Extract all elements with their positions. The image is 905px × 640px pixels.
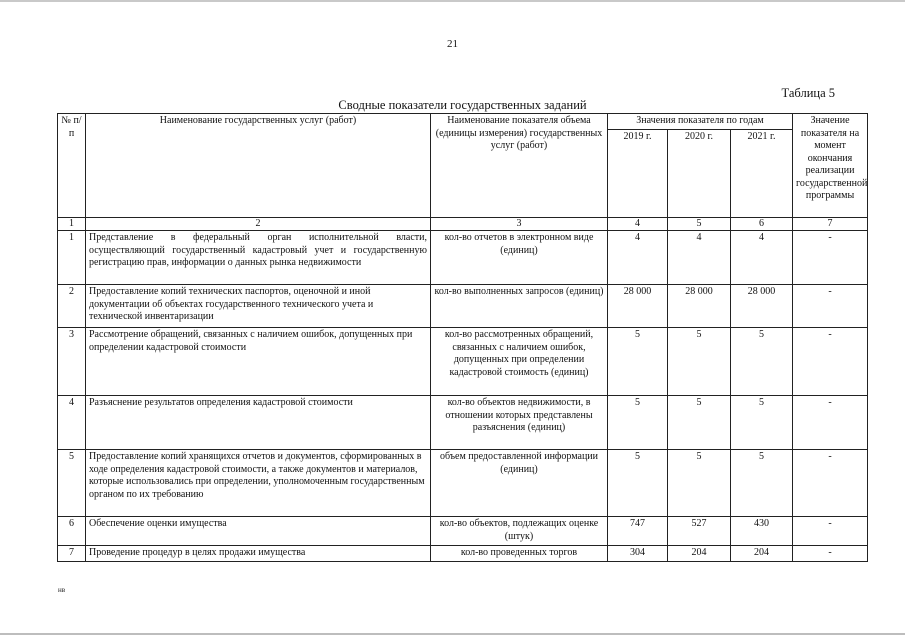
header-indicator: Наименование показателя объема (единицы измерения) государственных услуг (работ) (431, 114, 608, 218)
table-row (58, 517, 868, 546)
header-year: 2021 г. (731, 129, 793, 217)
final-value: - (793, 450, 868, 517)
value-2019: 5 (608, 450, 668, 517)
final-value: - (793, 328, 868, 396)
index-cell: 3 (431, 217, 608, 231)
final-value: - (793, 285, 868, 328)
value-2019: 5 (608, 328, 668, 396)
service-name: Рассмотрение обращений, связанных с наличием ошибок, допущенных при определении кадастровой стоимости (86, 328, 431, 396)
final-value: - (793, 396, 868, 450)
indicator-name: кол-во объектов недвижимости, в отношении которых представлены разъяснения (единиц) (431, 396, 608, 450)
value-2019: 4 (608, 231, 668, 285)
table-row (58, 285, 868, 328)
table-row (58, 328, 868, 396)
scan-edge-bottom (0, 633, 905, 635)
row-number: 4 (58, 396, 86, 450)
value-2021: 204 (731, 546, 793, 562)
final-value: - (793, 231, 868, 285)
index-cell: 1 (58, 217, 86, 231)
row-number: 5 (58, 450, 86, 517)
service-name: Предоставление копий хранящихся отчетов и документов, сформированных в ходе определения кадастровой стоимости, а также документов и материалов, которые использовались при определении, уполномоченным государственным органом по их требованию (86, 450, 431, 517)
header-service: Наименование государственных услуг (работ) (86, 114, 431, 218)
value-2019: 28 000 (608, 285, 668, 328)
header-year: 2020 г. (668, 129, 731, 217)
value-2021: 28 000 (731, 285, 793, 328)
header-row-1 (58, 114, 868, 130)
table-label: Таблица 5 (781, 86, 835, 100)
footnote: нв (58, 586, 66, 594)
value-2021: 430 (731, 517, 793, 546)
value-2020: 5 (668, 396, 731, 450)
value-2020: 5 (668, 328, 731, 396)
value-2021: 5 (731, 396, 793, 450)
value-2019: 304 (608, 546, 668, 562)
value-2021: 5 (731, 328, 793, 396)
table-row (58, 396, 868, 450)
row-number: 6 (58, 517, 86, 546)
indicator-name: объем предоставленной информации (единиц) (431, 450, 608, 517)
value-2020: 5 (668, 450, 731, 517)
indicator-name: кол-во отчетов в электронном виде (единиц) (431, 231, 608, 285)
header-no: № п/п (58, 114, 86, 218)
row-number: 1 (58, 231, 86, 285)
final-value: - (793, 517, 868, 546)
row-number: 7 (58, 546, 86, 562)
header-final-value: Значение показателя на момент окончания реализации государственной программы (793, 114, 868, 218)
service-name: Обеспечение оценки имущества (86, 517, 431, 546)
indicator-name: кол-во объектов, подлежащих оценке (штук) (431, 517, 608, 546)
final-value: - (793, 546, 868, 562)
service-name: Разъяснение результатов определения кадастровой стоимости (86, 396, 431, 450)
header-values-by-year: Значения показателя по годам (608, 114, 793, 130)
value-2021: 5 (731, 450, 793, 517)
indicator-name: кол-во проведенных торгов (431, 546, 608, 562)
index-cell: 5 (668, 217, 731, 231)
service-name: Проведение процедур в целях продажи имущества (86, 546, 431, 562)
index-row (58, 217, 868, 231)
value-2019: 5 (608, 396, 668, 450)
indicator-name: кол-во рассмотренных обращений, связанных с наличием ошибок, допущенных при определении кадастровой стоимость (единиц) (431, 328, 608, 396)
value-2020: 28 000 (668, 285, 731, 328)
header-year: 2019 г. (608, 129, 668, 217)
value-2019: 747 (608, 517, 668, 546)
value-2020: 4 (668, 231, 731, 285)
summary-table (57, 113, 868, 562)
index-cell: 6 (731, 217, 793, 231)
index-cell: 4 (608, 217, 668, 231)
table-title: Сводные показатели государственных заданий (338, 98, 587, 112)
indicator-name: кол-во выполненных запросов (единиц) (431, 285, 608, 328)
value-2021: 4 (731, 231, 793, 285)
page-number: 21 (447, 38, 458, 50)
index-cell: 2 (86, 217, 431, 231)
service-name: Предоставление копий технических паспортов, оценочной и иной документации об объектах государственного технического учета и технической инвентаризации (86, 285, 431, 328)
value-2020: 204 (668, 546, 731, 562)
service-name: Представление в федеральный орган исполнительной власти, осуществляющий государственный кадастровый учет и государственную регистрацию прав, информации о данных рынка недвижимости (86, 231, 431, 285)
table-row (58, 231, 868, 285)
row-number: 3 (58, 328, 86, 396)
table-row (58, 450, 868, 517)
row-number: 2 (58, 285, 86, 328)
value-2020: 527 (668, 517, 731, 546)
table-row (58, 546, 868, 562)
index-cell: 7 (793, 217, 868, 231)
scan-edge-top (0, 0, 905, 2)
